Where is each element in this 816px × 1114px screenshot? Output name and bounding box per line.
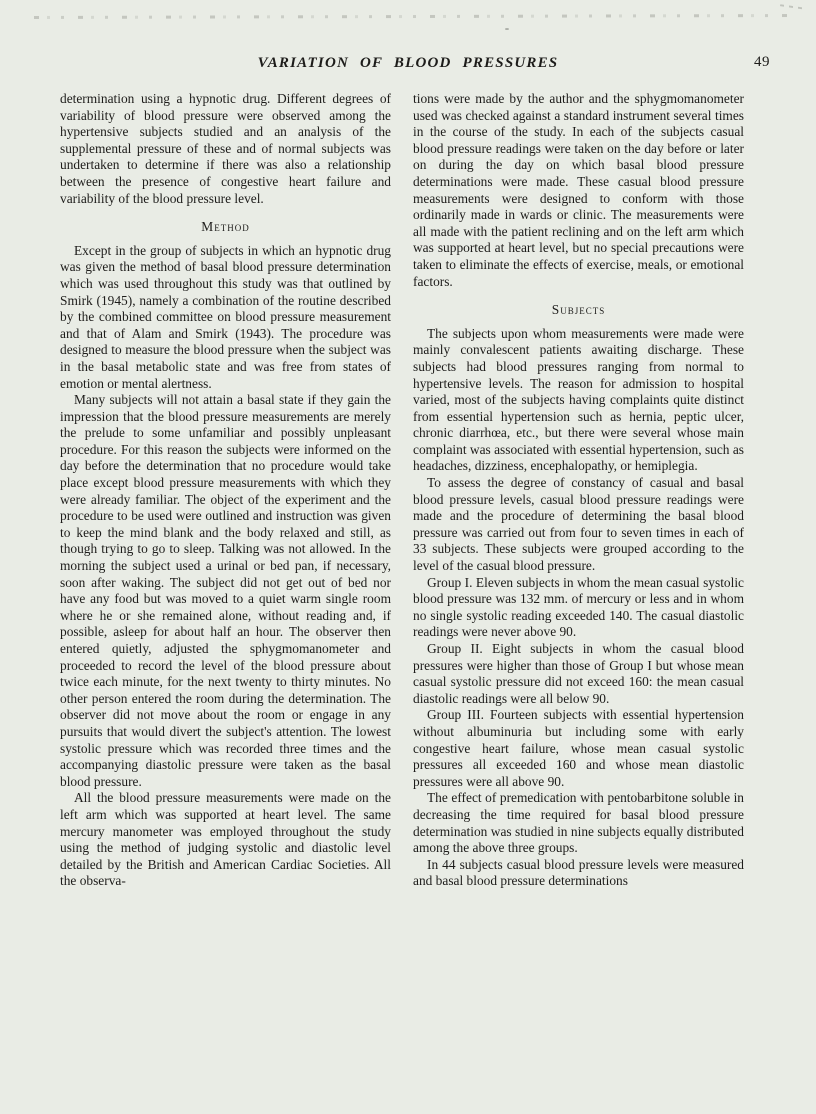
left-column <box>60 91 391 890</box>
two-column-text-block <box>0 91 816 890</box>
method-section-heading: Method <box>201 219 250 235</box>
subjects-section-heading: Subjects <box>551 302 606 318</box>
page-header <box>0 0 816 72</box>
right-column <box>413 91 744 890</box>
paragraph: Group II. Eight subjects in whom the casual blood pressures were higher than those of Group I but whose mean casual systolic pressure did not exceed 160: the mean casual diastolic readings were all below 90. <box>413 641 744 706</box>
paragraph: Group I. Eleven subjects in whom the mean casual systolic blood pressure was 132 mm. of mercury or less and in whom no single systolic reading exceeded 140. The casual diastolic readings were never above 90. <box>413 574 744 640</box>
paragraph: The subjects upon whom measurements were made were mainly convalescent patients awaiting discharge. These subjects had blood pressures ranging from normal to hypertensive levels. The reason for admission to hospital varied, most of the subjects having complaints quite distinct from essential hypertension such as hernia, peptic ulcer, chronic diarrhœa, etc., but there were several whose main complaint was associated with essential hypertension, such as headaches, dizziness, encephalopathy, or hemiplegia. <box>413 325 744 474</box>
paragraph: In 44 subjects casual blood pressure levels were measured and basal blood pressure determinations <box>413 856 744 889</box>
page-title: VARIATION OF BLOOD PRESSURES <box>257 55 559 71</box>
paragraph: Except in the group of subjects in which an hypnotic drug was given the method of basal blood pressure determination which was used throughout this study was that outlined by Smirk (1945), namely a combination of the routine described by the combined committee on blood pressure measurement and that of Alam and Smirk (1943). The procedure was designed to measure the blood pressure when the subject was in the basal metabolic state and was free from states of emotion or mental alertness. <box>60 242 391 391</box>
paragraph: To assess the degree of constancy of casual and basal blood pressure levels, casual blood pressure readings were made and the procedure of determining the basal blood pressure was carried out from four to seven times in each of 33 subjects. These subjects were grouped according to the level of the casual blood pressure. <box>413 475 744 574</box>
paragraph: Many subjects will not attain a basal state if they gain the impression that the blood pressure measurements are merely the prelude to some unfamiliar and possibly unpleasant procedure. For this reason the subjects were informed on the day before the determination that no procedure would take place except blood pressure measurements with which they were already familiar. The object of the experiment and the procedure to be used were outlined and instruction was given to keep the mind blank and the body relaxed and still, as though trying to go to sleep. Talking was not allowed. In the morning the subject used a urinal or bed pan, if necessary, soon after waking. The subject did not get out of bed nor have any food but was moved to a quiet warm single room where he or she remained alone, without reading and, if possible, asleep for about half an hour. The observer then entered quietly, adjusted the sphygmomanometer and proceeded to record the level of the blood pressure about twice each minute, for the next twenty to thirty minutes. No other person entered the room during the determination. The observer did not move about the room or engage in any pursuits that would divert the subject's attention. The lowest systolic pressure which was recorded three times and the accompanying diastolic pressure were taken as the basal blood pressure. <box>60 392 391 789</box>
paragraph: All the blood pressure measurements were made on the left arm which was supported at heart level. The same mercury manometer was employed throughout the study using the method of judging systolic and diastolic level detailed by the British and American Cardiac Societies. All the observa- <box>60 790 391 889</box>
page-number: 49 <box>754 54 770 70</box>
paragraph: tions were made by the author and the sphygmomanometer used was checked against a standard instrument several times in the course of the study. In each of the subjects casual blood pressure readings were taken on the day before or later on during the day on which basal blood pressure determinations were made. These casual blood pressure measurements were designed to conform with those ordinarily made in wards or clinic. The measurements were all made with the patient reclining and on the left arm which was supported at heart level, but no special precautions were taken to eliminate the effects of exercise, meals, or emotional factors. <box>413 91 744 289</box>
paragraph: determination using a hypnotic drug. Different degrees of variability of blood pressure were observed among the hypertensive subjects studied and an analysis of the supplemental pressure of these and of normal subjects was undertaken to determine if there was also a relationship between the presence of congestive heart failure and variability of the blood pressure level. <box>60 91 391 206</box>
paragraph: Group III. Fourteen subjects with essential hypertension without albuminuria but including some with early congestive heart failure, whose mean casual systolic pressures all exceeded 160 and whose mean diastolic pressures were all above 90. <box>413 707 744 789</box>
paragraph: The effect of premedication with pentobarbitone soluble in decreasing the time required for basal blood pressure determination was studied in nine subjects equally distributed among the above three groups. <box>413 790 744 856</box>
